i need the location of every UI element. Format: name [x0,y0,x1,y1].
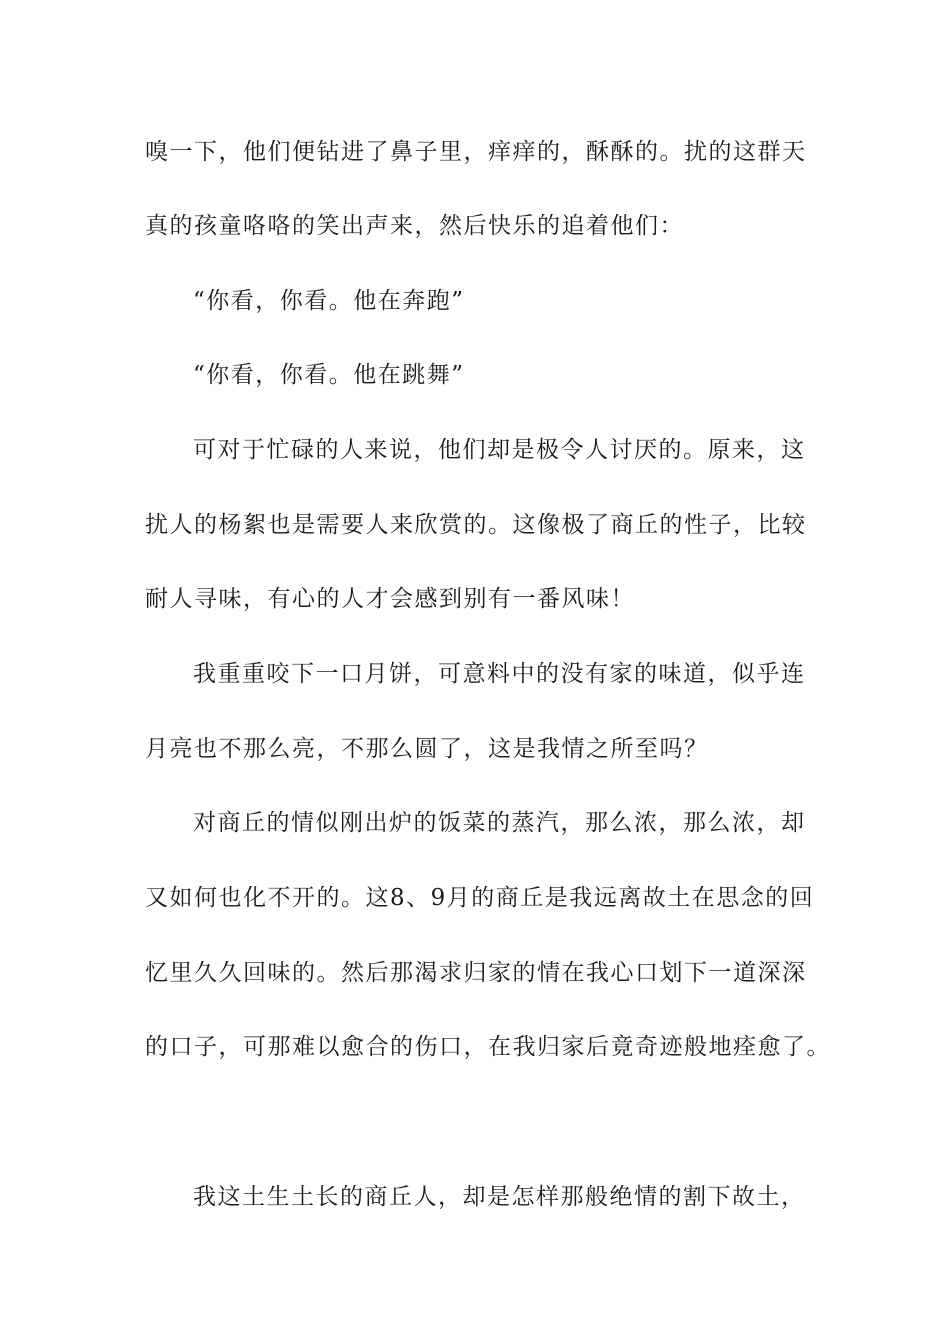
text-line: 我这土生土长的商丘人，却是怎样那般绝情的割下故土， [193,1184,806,1210]
text-line: 的口子，可那难以愈合的伤口，在我归家后竟奇迹般地痊愈了。 [145,1034,831,1060]
text-line: 扰人的杨絮也是需要人来欣赏的。这像极了商丘的性子，比较 [145,512,807,538]
text-line: “你看，你看。他在奔跑” [193,288,465,314]
text-line: 嗅一下，他们便钻进了鼻子里，痒痒的，酥酥的。扰的这群天 [145,139,807,165]
text-line: 又如何也化不开的。这8、9月的商丘是我远离故土在思念的回 [145,885,815,911]
text-line: 真的孩童咯咯的笑出声来，然后快乐的追着他们： [145,213,684,239]
text-line: 忆里久久回味的。然后那渴求归家的情在我心口划下一道深深 [145,960,807,986]
text-line: 耐人寻味，有心的人才会感到别有一番风味！ [145,586,635,612]
text-line: “你看，你看。他在跳舞” [193,362,465,388]
text-line: 可对于忙碌的人来说，他们却是极令人讨厌的。原来，这 [193,437,806,463]
text-line: 对商丘的情似刚出炉的饭菜的蒸汽，那么浓，那么浓，却 [193,810,806,836]
text-line: 月亮也不那么亮，不那么圆了，这是我情之所至吗？ [145,736,709,762]
text-line: 我重重咬下一口月饼，可意料中的没有家的味道，似乎连 [193,661,806,687]
